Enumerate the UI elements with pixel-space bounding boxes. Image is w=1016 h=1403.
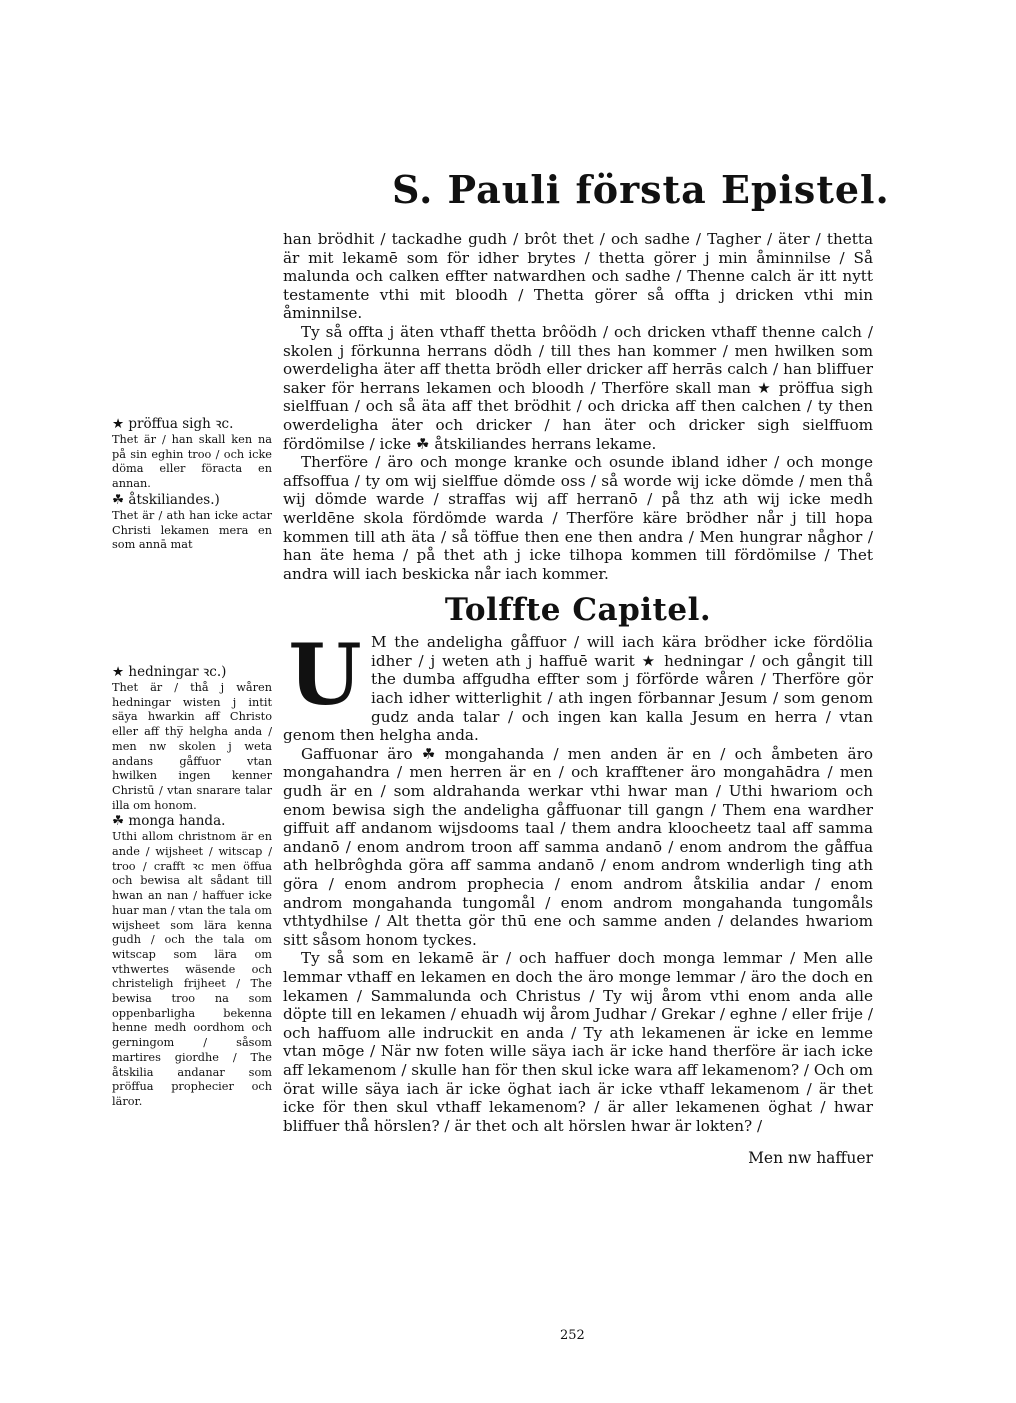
marginal-note xyxy=(112,664,272,1110)
marginal-note-text: Thet är / han skall ken na på sin eghin troo / och icke döma eller föracta en annan. xyxy=(112,433,272,491)
page-number: 252 xyxy=(560,1328,585,1343)
paragraph: Gaffuonar äro ☘ mongahanda / men anden är en / och åmbeten äro mongahandra / men herren är en / och krafftener äro mongahādra / men gudh är en / som aldrahanda werkar vthi hwar man / Uthi hwariom och enom bewisa sigh the andeligha gåffuonar till gangn / Them ena wardher giffuit aff andanom wijsdooms taal / them andra kloocheetz taal aff samma andanō / enom androm troon aff samma andanō / enom androm the gåffua ath helbrôghda göra aff samma andanō / enom androm wnderligh ting ath göra / enom androm prophecia / enom androm åtskilia andar / enom androm mongahanda tungomål / enom androm mongahanda tungomåls vthtydhilse / Alt thetta gör thū ene och samme anden / delandes hwariom sitt såsom honom tyckes. xyxy=(283,744,873,949)
paragraph: Ty så offta j äten vthaff thetta brôödh / och dricken vthaff thenne calch / skolen j förkunna herrans dödh / till thes han kommer / men hwilken som owerdeligha äter aff thetta brödh eller dricker aff herrās calch / han bliffuer saker för herrans lekamen och bloodh / Therföre skall man ★ pröffua sigh sielffuan / och så äta aff thet brödhit / och dricka aff then calchen / ty then owerdeligha äter och dricker / han äter och dricker sigh sielffuom fördömilse / icke ☘ åtskiliandes herrans lekame. xyxy=(283,322,873,453)
paragraph: M the andeligha gåffuor / will iach kära brödher icke fördölia idher / j weten ath j haffuē warit ★ hedningar / och gångit till the dumba affgudha effter som j förförde wåren / Therföre gör iach idher witterlighit / ath ingen förbannar Jesum / som genom gudz anda talar / och ingen kan kalla Jesum en herra / vtan genom then helgha anda. xyxy=(283,633,873,745)
main-text-column xyxy=(283,230,873,1168)
chapter-opening xyxy=(283,625,873,745)
marginal-note-text: Thet är / thå j wåren hedningar wisten j intit säya hwarkin aff Christo eller aff thy̅ helgha anda / men nw skolen j weta andans gåffuor vtan hwilken ingen kenner Christū / vtan snarare talar illa om honom. xyxy=(112,681,272,812)
marginal-note-text: Thet är / ath han icke actar Christi lekamen mera en som annā mat xyxy=(112,508,272,552)
marginal-note-heading: ★ pröffua sigh ꝛc. xyxy=(112,416,234,432)
marginal-note-heading: ☘ åtskiliandes.) xyxy=(112,491,220,508)
paragraph: han brödhit / tackadhe gudh / brôt thet / och sadhe / Tagher / äter / thetta är mit lekamē som för idher brytes / thetta görer j min åminnilse / Så malunda och calken effter natwardhen och sadhe / Thenne calch är itt nytt testamente vthi mit bloodh / Thetta görer så offta j dricken vthi min åminnilse. xyxy=(283,230,873,323)
marginal-note-heading: ☘ monga handa. xyxy=(112,813,226,830)
paragraph: Ty så som en lekamē är / och haffuer doch monga lemmar / Men alle lemmar vthaff en lekamen en doch the äro monge lemmar / äro the doch en lekamen / Sammalunda och Christus / Ty wij årom vthi enom anda alle döpte till en lekamen / ehuadh wij årom Judhar / Grekar / eghne / eller frije / och haffuom alle indruckit en anda / Ty ath lekamenen är icke en lemme vtan mōge / När nw foten wille säya iach är icke hand therföre är iach icke aff lekamenom / skulle han för then skul icke wara aff lekamenom? / Och om örat wille säya iach är icke öghat iach är icke vthaff lekamenom / är thet icke för then skul vthaff lekamenom? / är aller lekamenen öghat / hwar bliffuer thå hörslen? / är thet och alt hörslen hwar är lokten? / xyxy=(283,949,873,1135)
marginal-note xyxy=(112,416,272,553)
marginal-note-text: Uthi allom christnom är en ande / wijsheet / witscap / troo / crafft ꝛc men öffua och bewisa alt sådant till hwan an nan / haffuer icke huar man / vtan the tala om wijsheet som lära kenna gudh / och the tala om witscap som lära om vthwertes wäsende och christeligh frijheet / The bewisa troo na som oppenbarligha bekenna henne medh oordhom och gerningom / såsom martires giordhe / The åtskilia andanar som pröffua prophecier och läror. xyxy=(112,830,272,1108)
catchword: Men nw haffuer xyxy=(748,1149,873,1168)
running-head: S. Pauli första Epistel. xyxy=(392,167,890,212)
drop-cap-initial: U xyxy=(288,625,362,725)
marginal-note-heading: ★ hedningar ꝛc.) xyxy=(112,664,227,680)
paragraph: Therföre / äro och monge kranke och osunde ibland idher / och monge affsoffua / ty om wij sielffue dömde oss / så worde wij icke dömde / men thå wij dömde warde / straffas wij aff herranō / på thz ath wij icke medh werldēne skola fördömde warda / Therföre käre brödher når j till hopa kommen till ath äta / så töffue then ene then andra / Men hungrar någhor / han äte hema / på thet ath j icke tilhopa kommen till fördömilse / Thet andra will iach beskicka når iach kommer. xyxy=(283,453,873,583)
chapter-heading: Tolffte Capitel. xyxy=(444,592,712,629)
